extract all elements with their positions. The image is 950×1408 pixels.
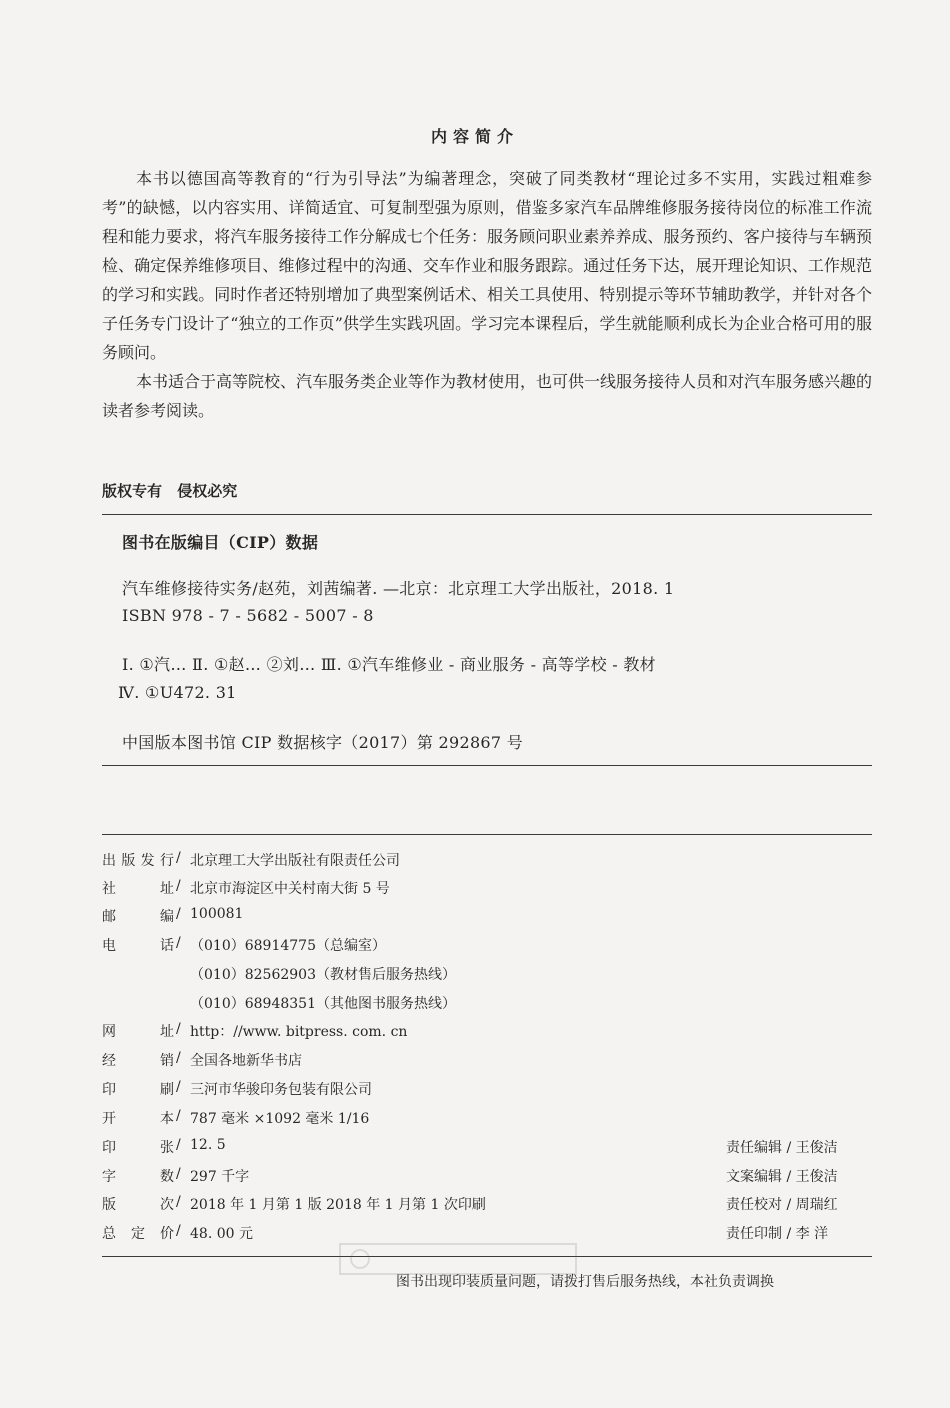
cip-classification-number: Ⅳ. ①U472. 31 <box>118 683 237 702</box>
cip-isbn: ISBN 978 - 7 - 5682 - 5007 - 8 <box>122 606 374 625</box>
info-separator: / <box>176 1166 181 1182</box>
info-value: （010）82562903（教材售后服务热线） <box>190 967 456 983</box>
info-separator: / <box>176 878 181 894</box>
info-separator: / <box>176 1021 181 1037</box>
summary-title: 内容简介 <box>430 127 519 146</box>
info-value: 北京理工大学出版社有限责任公司 <box>190 853 400 869</box>
info-label: 经 销 <box>102 1053 174 1069</box>
staff-credit: 责任编辑 / 王俊洁 <box>726 1140 838 1156</box>
info-separator: / <box>176 1108 181 1124</box>
info-value: 48. 00 元 <box>190 1226 253 1242</box>
info-label: 版 次 <box>102 1197 174 1213</box>
publish-info-top-rule <box>102 834 872 835</box>
info-value: 北京市海淀区中关村南大街 5 号 <box>190 881 390 897</box>
info-label: 字 数 <box>102 1169 174 1185</box>
info-separator: / <box>176 1050 181 1066</box>
info-separator: / <box>176 906 181 922</box>
copyright-notice: 版权专有 侵权必究 <box>102 482 238 500</box>
staff-credit: 责任校对 / 周瑞红 <box>726 1197 838 1213</box>
info-label: 印 刷 <box>102 1082 174 1098</box>
cip-bibliographic-line: 汽车维修接待实务/赵苑，刘茜编著. —北京：北京理工大学出版社，2018. 1 <box>122 579 675 598</box>
info-label: 总 定 价 <box>102 1226 174 1242</box>
info-separator: / <box>176 1079 181 1095</box>
cip-bottom-rule <box>102 765 872 766</box>
info-separator: / <box>176 1137 181 1153</box>
info-value: 全国各地新华书店 <box>190 1053 302 1069</box>
cip-top-rule <box>102 514 872 515</box>
cip-record-number: 中国版本图书馆 CIP 数据核字（2017）第 292867 号 <box>122 733 524 752</box>
info-label: 网 址 <box>102 1024 174 1040</box>
info-value: 100081 <box>190 906 244 922</box>
quality-notice: 图书出现印装质量问题，请拨打售后服务热线，本社负责调换 <box>396 1274 774 1290</box>
staff-credit: 责任印制 / 李 洋 <box>726 1226 829 1242</box>
info-value: 787 毫米 ×1092 毫米 1/16 <box>190 1111 370 1127</box>
summary-body <box>102 164 872 425</box>
info-value: 三河市华骏印务包装有限公司 <box>190 1082 372 1098</box>
staff-credit: 文案编辑 / 王俊洁 <box>726 1169 838 1185</box>
info-label: 社 址 <box>102 881 174 897</box>
info-label: 出 版 发 行 <box>102 853 174 869</box>
cip-heading: 图书在版编目（CIP）数据 <box>122 533 319 552</box>
info-label: 邮 编 <box>102 909 174 925</box>
info-label: 电 话 <box>102 938 174 954</box>
info-separator: / <box>176 1223 181 1239</box>
summary-paragraph: 本书适合于高等院校、汽车服务类企业等作为教材使用，也可供一线服务接待人员和对汽车服务感兴趣的读者参考阅读。 <box>102 372 873 420</box>
info-separator: / <box>176 850 181 866</box>
info-value: 12. 5 <box>190 1137 226 1153</box>
info-value: （010）68948351（其他图书服务热线） <box>190 996 456 1012</box>
cip-classification: Ⅰ. ①汽… Ⅱ. ①赵… ②刘… Ⅲ. ①汽车维修业 - 商业服务 - 高等学校 - 教材 <box>122 655 656 674</box>
info-separator: / <box>176 935 181 951</box>
info-label: 开 本 <box>102 1111 174 1127</box>
info-separator: / <box>176 1194 181 1210</box>
summary-paragraph: 本书以德国高等教育的“行为引导法”为编著理念，突破了同类教材“理论过多不实用，实践过粗难参考”的缺憾，以内容实用、详简适宜、可复制型强为原则，借鉴多家汽车品牌维修服务接待岗位的标准工作流程和能力要求，将汽车服务接待工作分解成七个任务：服务顾问职业素养养成、服务预约、客户接待与车辆预检、确定保养维修项目、维修过程中的沟通、交车作业和服务跟踪。通过任务下达，展开理论知识、工作规范的学习和实践。同时作者还特别增加了典型案例话术、相关工具使用、特别提示等环节辅助教学，并针对各个子任务专门设计了“独立的工作页”供学生实践巩固。学习完本课程后，学生就能顺利成长为企业合格可用的服务顾问。 <box>102 169 872 362</box>
info-value: http：//www. bitpress. com. cn <box>190 1024 408 1040</box>
info-value: 2018 年 1 月第 1 版 2018 年 1 月第 1 次印刷 <box>190 1197 486 1213</box>
info-value: 297 千字 <box>190 1169 250 1185</box>
info-value: （010）68914775（总编室） <box>190 938 386 954</box>
info-label: 印 张 <box>102 1140 174 1156</box>
